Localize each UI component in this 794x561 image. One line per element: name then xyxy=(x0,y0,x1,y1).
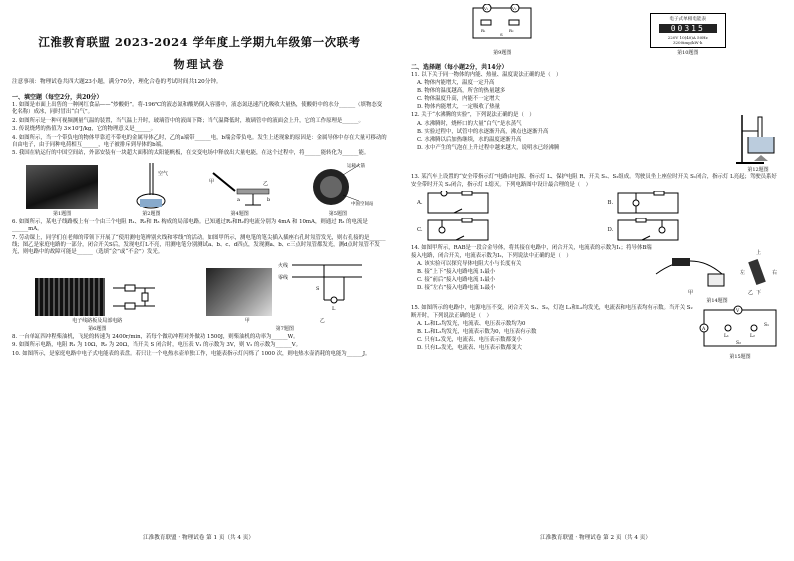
q11-option-a: A. 物体内能增大，温度一定升高 xyxy=(417,80,495,87)
q13-circuit-d xyxy=(616,218,680,242)
q13-label-a: A. xyxy=(417,200,423,207)
q14-option-a: A. 该实验可以探究导体电阻大小与长度有关 xyxy=(417,261,522,268)
question-2: 2. 如图所示是一种可视频测量气温的装置，当气温上升时，玻璃管中的液面下降；当气温降低时，玻璃管中的液面会上升，它的工作原理是______。 xyxy=(12,117,364,124)
caption-fig6: 第6题图 xyxy=(88,325,107,332)
svg-text:甲 xyxy=(209,178,214,185)
fig15-ammeter-label: A xyxy=(702,327,706,333)
fig14-yi-label: 乙 xyxy=(748,290,754,297)
svg-text:火线 xyxy=(278,262,288,269)
fig7-jia-label: 甲 xyxy=(244,317,250,324)
q13-option-b xyxy=(602,191,783,215)
figure-7 xyxy=(206,260,364,332)
question-15: 15. 如图所示的电路中，电源电压不变，闭合开关 S₁、S₂，灯泡 L₁和L₂均发光，电流表和电压表均有示数。当开关 S₂断开时，下列说法正确的是（ ） xyxy=(411,305,693,319)
caption-fig12: 第12题图 xyxy=(747,167,769,174)
fig4-label-a: a xyxy=(236,196,240,203)
fried-yogurt-photo xyxy=(26,165,98,209)
household-circuit-diagram xyxy=(278,260,364,316)
figure-15 xyxy=(698,304,782,360)
fig9-s-label: S xyxy=(500,32,503,37)
q14-option-c: C. 接“前后”接入电路电流 I₁最小 xyxy=(417,277,496,284)
figure-row-1 xyxy=(12,161,387,217)
thermometer-bottle-diagram xyxy=(126,161,176,209)
fig15-s2-label: S₂ xyxy=(736,341,741,347)
local-circuit-diagram xyxy=(109,278,159,316)
q15-option-b: B. L₁和L₂均发光，电流表示数为0，电压表有示数 xyxy=(417,329,537,336)
q13-circuit-c xyxy=(426,218,490,242)
svg-text:下 xyxy=(756,289,761,296)
question-8: 8. 一台单缸四冲程柴油机，飞轮的转速为 2400r/min，若每个做功冲程对外做功 1500J，则柴油机的功率为______W。 xyxy=(12,333,299,340)
meter-spec-1: 220V 10(40)A 50Hz xyxy=(667,35,708,40)
q12-option-c: C. 水沸腾以后加热继续，水的温度逐渐升高 xyxy=(417,136,522,143)
caption-fig7: 第7题图 xyxy=(275,325,294,332)
question-12: 12. 关于“水沸腾的实验”，下列说法正确的是（ ） xyxy=(411,112,535,119)
q13-option-d xyxy=(602,218,783,242)
svg-text:中国空间站 xyxy=(351,200,373,207)
question-13: 13. 某汽车上设置的“安全带指示灯”电路由电源、指示灯 L、保护电阻 R、开关 S₁、S₂组成。驾驶员坐上座位时开关 S₁闭合，指示灯 L亮起；驾驶员系好安全带时开关 S₂闭合，指示灯 L熄灭。下列电路图中设计最合理的是（ ） xyxy=(411,174,777,188)
circuit-board-photo xyxy=(35,278,105,316)
svg-text:V₁ xyxy=(483,6,489,11)
fig9-r2-label: R₂ xyxy=(509,28,514,33)
figure-4 xyxy=(205,169,275,217)
svg-text:运载火箭 xyxy=(347,162,365,169)
voltmeter-circuit-diagram xyxy=(467,4,537,48)
section-fill-blank: 一、填空题（每空2分，共20分） xyxy=(12,94,103,101)
fig4-label-b: b xyxy=(266,196,270,203)
figure-row-9-10 xyxy=(411,4,782,56)
svg-text:左 xyxy=(740,269,745,276)
q15-option-c: C. 只有L₁发光，电流表、电压表示数都变小 xyxy=(417,337,522,344)
figure-10 xyxy=(650,13,726,56)
figure-5 xyxy=(303,161,373,217)
meter-title: 电子式单相电能表 xyxy=(669,17,707,22)
lamp-circuit-diagram xyxy=(698,304,782,352)
question-7: 7. 劳动课上，同学们在老师的带领下开展了“使用测电笔辨别火线和零线”的活动。如图甲所示，测电笔的笔尖插入插座右孔时氖管发光，则右孔接的是______线；图乙是家庭电路的一部分，闭合开关S后，发现电灯L不亮，用测电笔分别测试a、b、c、d四点，发现测a、b、c三点时氖管都发光，测d点时氖管不发光，则电路中的故障可能是______（选填“会”或“不会”）发光。 xyxy=(12,234,386,256)
figure-1 xyxy=(26,165,98,217)
fig14-right-label: 右 xyxy=(772,270,778,277)
exam-notice: 注意事项：物理试卷共四大题23小题，满分70分，理化合卷的考试时间共120分钟。 xyxy=(12,79,222,85)
fig5-station-label: 中国空间站 xyxy=(350,201,373,207)
q15-option-a: A. L₁和L₂均发光，电流表、电压表示数均为0 xyxy=(417,321,526,328)
question-9: 9. 如图所示电路，电阻 R₁ 为 10Ω，R₂ 为 20Ω，当开关 S 闭合时，电压表 V₁ 的示数为 3V，则 V₂ 的示数为______V。 xyxy=(12,342,301,349)
caption-fig5: 第5题图 xyxy=(328,210,347,217)
svg-text:乙 xyxy=(263,180,268,187)
q14-block xyxy=(411,244,782,304)
svg-text:S xyxy=(316,286,320,292)
energy-meter xyxy=(650,13,726,48)
svg-text:b xyxy=(267,197,270,203)
svg-text:空气 xyxy=(158,170,168,177)
figure-12 xyxy=(734,111,782,173)
svg-text:零线 xyxy=(278,274,288,281)
q12-option-a: A. 水沸腾时，烧杯口的大量“白气”是水蒸气 xyxy=(417,120,522,127)
fig6-label: 电子线路板及局部电路 xyxy=(72,317,123,324)
q13-circuit-a xyxy=(426,191,490,215)
q11-option-b: B. 物体的温度越高，所含的热量越多 xyxy=(417,88,506,95)
question-6: 6. 如图所示，某电子线路板上有一个由三个电阻 R₁、R₂和 R₃ 构成的局部电路。已知通过R₁和R₂的电流分别为 4mA 和 10mA，则通过 R₃ 的电流是______mA。 xyxy=(12,218,368,233)
q12-option-d: D. 水中产生的气泡在上升过程中越来越大，说明水已经沸腾 xyxy=(417,144,560,151)
page-2-footer: 江淮教育联盟 · 物理试卷 第 2 页（共 4 页） xyxy=(540,535,651,541)
svg-text:L xyxy=(332,306,336,312)
q12-option-b: B. 实验过程中，试管中的水逐渐升高，沸点也逐渐升高 xyxy=(417,128,549,135)
q14-option-d: D. 接“左右”接入电路电流 I₂最小 xyxy=(417,285,496,292)
caption-fig15: 第15题图 xyxy=(729,354,751,361)
question-3: 3. 传说烧烤的热值为 3×10⁷J/kg，它的物理意义是______。 xyxy=(12,126,157,133)
fig7-neutral-label: 零线 xyxy=(277,274,288,281)
q13-option-c xyxy=(411,218,592,242)
question-1: 1. 如图是市面上出售的一种网红食品——“炒酸奶”。将-196℃的液态氮和酸奶倒入容器中，液态氮迅速汽化吸收大量热，使酸奶中的水分______（填物态变化名称）成冰，同时冒出“白气”。 xyxy=(12,102,383,116)
figure-6 xyxy=(35,278,159,332)
test-pencil-photo xyxy=(206,268,272,316)
figure-2 xyxy=(126,161,176,217)
fig15-l2-label: L₂ xyxy=(750,334,755,340)
svg-text:V₂ xyxy=(511,6,517,11)
svg-text:右 xyxy=(772,269,777,276)
figure-row-2 xyxy=(12,260,387,332)
fig7-yi-label: 乙 xyxy=(319,317,325,324)
fig4-label-jia: 甲 xyxy=(208,178,214,185)
meter-reading: 00315 xyxy=(659,24,717,33)
caption-fig10: 第10题图 xyxy=(677,50,699,56)
fig5-rocket-label: 运载火箭 xyxy=(346,163,365,169)
question-10: 10. 如图所示，是家庭电路中电子式电能表的表盘。若只让一个电热水壶单独工作，电能表指示灯闪烁了 1000 次，则电热水壶消耗的电能为______J。 xyxy=(12,350,371,357)
svg-text:乙 xyxy=(748,289,753,296)
fig7-lamp-label: L xyxy=(331,305,336,312)
svg-text:S₂ xyxy=(736,340,741,346)
fig15-voltmeter-label: V xyxy=(736,309,740,315)
figure-14 xyxy=(652,244,782,304)
resistor-block-diagram xyxy=(652,244,782,296)
svg-text:上 xyxy=(756,249,761,256)
q13-label-d: D. xyxy=(607,227,614,234)
question-11: 11. 以下关于同一物体的内能、热量、温度说法正确的是（ ） xyxy=(411,72,562,78)
figure-9 xyxy=(467,4,537,56)
charged-rod-diagram xyxy=(205,169,275,209)
question-14: 14. 如图甲所示，RAB是一段合金导体，将其接在电路中，闭合开关，电流表的示数为I₁；将导体B端接入电路，闭合开关，电流表示数为I₂，下列说法中正确的是（ ） xyxy=(411,245,652,259)
q11-option-c: C. 物体温度升高，内能不一定增大 xyxy=(417,96,500,103)
fig2-air-label: 空气 xyxy=(158,170,169,177)
q13-options xyxy=(411,191,782,242)
svg-text:S₁ xyxy=(764,322,769,328)
fig15-s1-label: S₁ xyxy=(764,323,769,329)
space-station-diagram xyxy=(303,161,373,209)
svg-text:R₂ xyxy=(509,28,514,33)
caption-fig14: 第14题图 xyxy=(706,298,728,305)
svg-text:甲 xyxy=(688,289,693,296)
exam-subject: 物理试卷 xyxy=(173,58,226,71)
q15-option-d: D. 只有L₂发光，电流表、电压表示数都变大 xyxy=(417,345,522,352)
fig14-top-label: 上 xyxy=(756,250,762,257)
svg-text:L₁ xyxy=(724,333,729,339)
fig7-switch-label: S xyxy=(315,285,320,292)
question-5: 5. 我国在轨运行的中国空间站，外部安装有一块超大面积的太阳能帆板，在交变电场中释放出大量电能，在这个过程中，将______能转化为______能。 xyxy=(12,150,370,157)
fig9-v2-label: V₂ xyxy=(512,6,517,11)
boiling-apparatus-diagram xyxy=(734,111,782,165)
svg-text:a xyxy=(237,197,240,203)
q13-label-c: C. xyxy=(417,227,423,234)
caption-fig4: 第4题图 xyxy=(230,210,249,217)
exam-title: 江淮教育联盟 2023-2024 学年度上学期九年级第一次联考 xyxy=(38,35,361,49)
q13-label-b: B. xyxy=(607,200,614,207)
svg-text:R₁ xyxy=(481,28,486,33)
fig4-label-yi: 乙 xyxy=(262,180,268,187)
fig14-left-label: 左 xyxy=(740,270,746,277)
section-choice: 二、选择题（每小题2分，共14分） xyxy=(411,64,508,71)
caption-fig9: 第9题图 xyxy=(493,50,512,56)
fig9-v1-label: V₁ xyxy=(484,6,489,11)
meter-spec-2: 3200imp/kW·h xyxy=(672,40,703,45)
fig15-l1-label: L₁ xyxy=(724,334,729,340)
page-1-footer: 江淮教育联盟 · 物理试卷 第 1 页（共 4 页） xyxy=(143,535,254,541)
svg-text:S xyxy=(500,32,503,37)
fig14-bottom-label: 下 xyxy=(756,290,762,297)
fig9-r1-label: R₁ xyxy=(481,28,486,33)
fig7-live-label: 火线 xyxy=(277,262,288,269)
caption-fig1: 第1题图 xyxy=(53,210,72,217)
q13-option-a xyxy=(411,191,592,215)
q15-block xyxy=(411,304,782,360)
q12-block xyxy=(411,111,782,173)
exam-page-2 xyxy=(397,0,794,561)
fig14-jia-label: 甲 xyxy=(688,290,694,297)
svg-text:L₂ xyxy=(750,333,755,339)
q13-circuit-b xyxy=(616,191,680,215)
question-4: 4. 如图所示，当一个带负电的物体甲靠近不带电的金属导体乙时，乙的a端带______电，b端会带负电。发生上述现象的原因是：金属导体中存在大量可移动的自由电子，由于同种电荷相互______，电子被排斥到导体的b端。 xyxy=(12,134,387,149)
q11-option-d: D. 物体内能增大，一定吸收了热量 xyxy=(417,104,501,111)
q14-option-b: B. 接“上下”接入电路电流 I₁最小 xyxy=(417,269,496,276)
caption-fig2: 第2题图 xyxy=(142,210,161,217)
